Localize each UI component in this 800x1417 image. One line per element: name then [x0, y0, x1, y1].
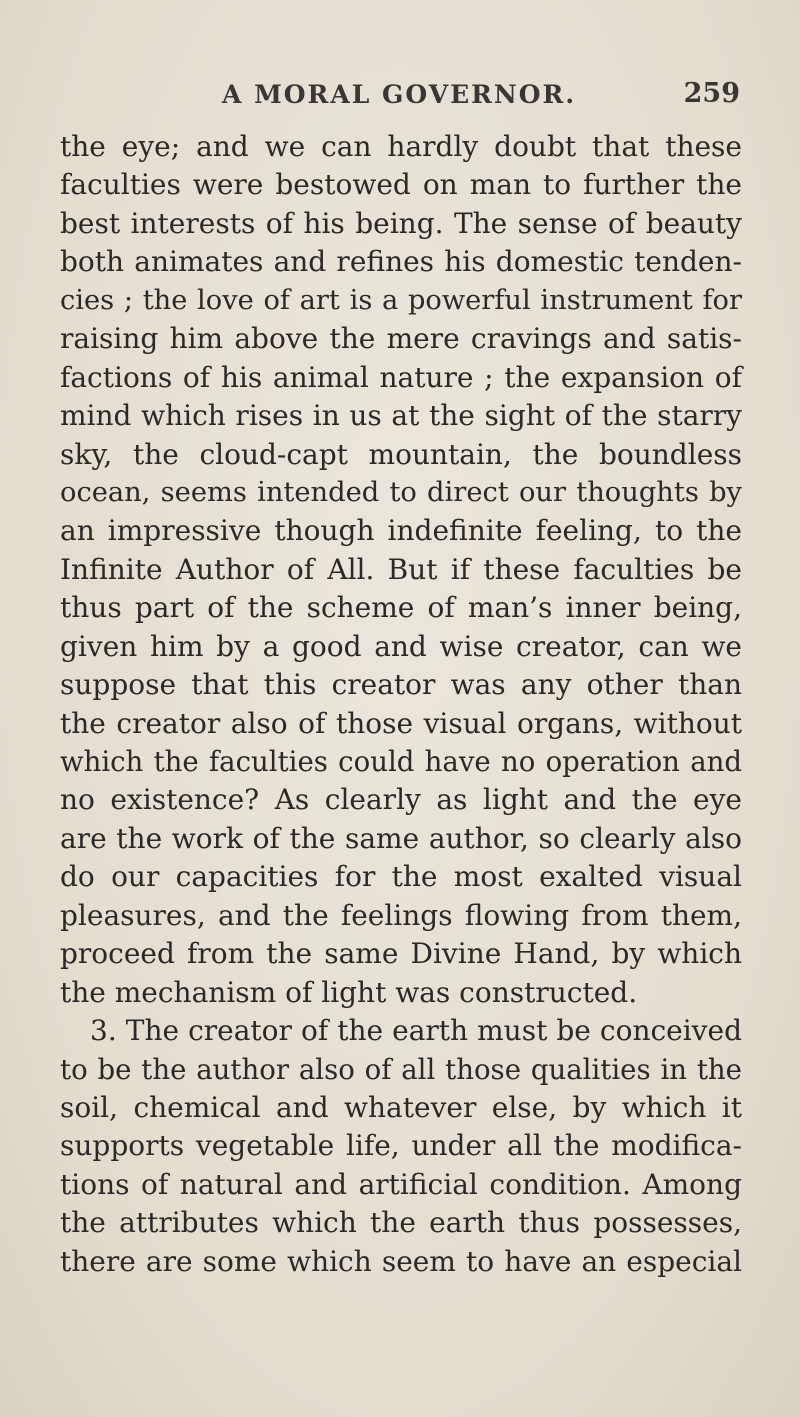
body-text [60, 128, 742, 1281]
text-line: which the faculties could have no operation and [60, 746, 742, 778]
text-line: tions of natural and artificial condition. Among [60, 1167, 742, 1201]
text-line: proceed from the same Divine Hand, by which [60, 937, 742, 971]
text-line: no existence? As clearly as light and the eye [60, 783, 742, 817]
text-line: best interests of his being. The sense of beauty [60, 206, 742, 240]
text-line: to be the author also of all those qualities in the [60, 1052, 742, 1086]
text-line: supports vegetable life, under all the modifica- [60, 1129, 742, 1163]
text-line: there are some which seem to have an especial [60, 1244, 742, 1278]
text-line: the creator also of those visual organs, without [60, 706, 742, 740]
paragraph-start-line: 3. The creator of the earth must be conceived [90, 1014, 742, 1048]
text-line: factions of his animal nature ; the expansion of [60, 360, 742, 394]
text-line: are the work of the same author, so clearly also [60, 821, 742, 855]
text-line: sky, the cloud-capt mountain, the boundless [60, 437, 742, 471]
page-number: 259 [683, 78, 740, 109]
text-line: an impressive though indefinite feeling, to the [60, 514, 742, 548]
text-line: Infinite Author of All. But if these faculties be [60, 552, 742, 586]
running-title: A MORAL GOVERNOR. [222, 80, 577, 109]
text-line: soil, chemical and whatever else, by which it [60, 1090, 742, 1124]
text-line: pleasures, and the feelings flowing from them, [60, 898, 742, 932]
paragraph-end-line: the mechanism of light was constructed. [60, 975, 638, 1009]
text-line: the eye; and we can hardly doubt that these [60, 130, 742, 163]
text-line: both animates and refines his domestic tenden- [60, 245, 742, 279]
text-line: cies ; the love of art is a powerful instrument for [60, 284, 742, 316]
text-line: given him by a good and wise creator, can we [60, 629, 742, 663]
text-line: thus part of the scheme of man’s inner being, [60, 591, 742, 625]
text-line: suppose that this creator was any other than [60, 668, 742, 702]
text-line: raising him above the mere cravings and satis- [60, 322, 742, 356]
text-line: the attributes which the earth thus possesses, [60, 1206, 742, 1240]
text-line: faculties were bestowed on man to further the [60, 168, 742, 202]
text-line: do our capacities for the most exalted visual [60, 860, 742, 894]
running-head [0, 80, 800, 114]
text-line: mind which rises in us at the sight of the starry [60, 399, 742, 433]
text-line: ocean, seems intended to direct our thoughts by [60, 476, 742, 508]
